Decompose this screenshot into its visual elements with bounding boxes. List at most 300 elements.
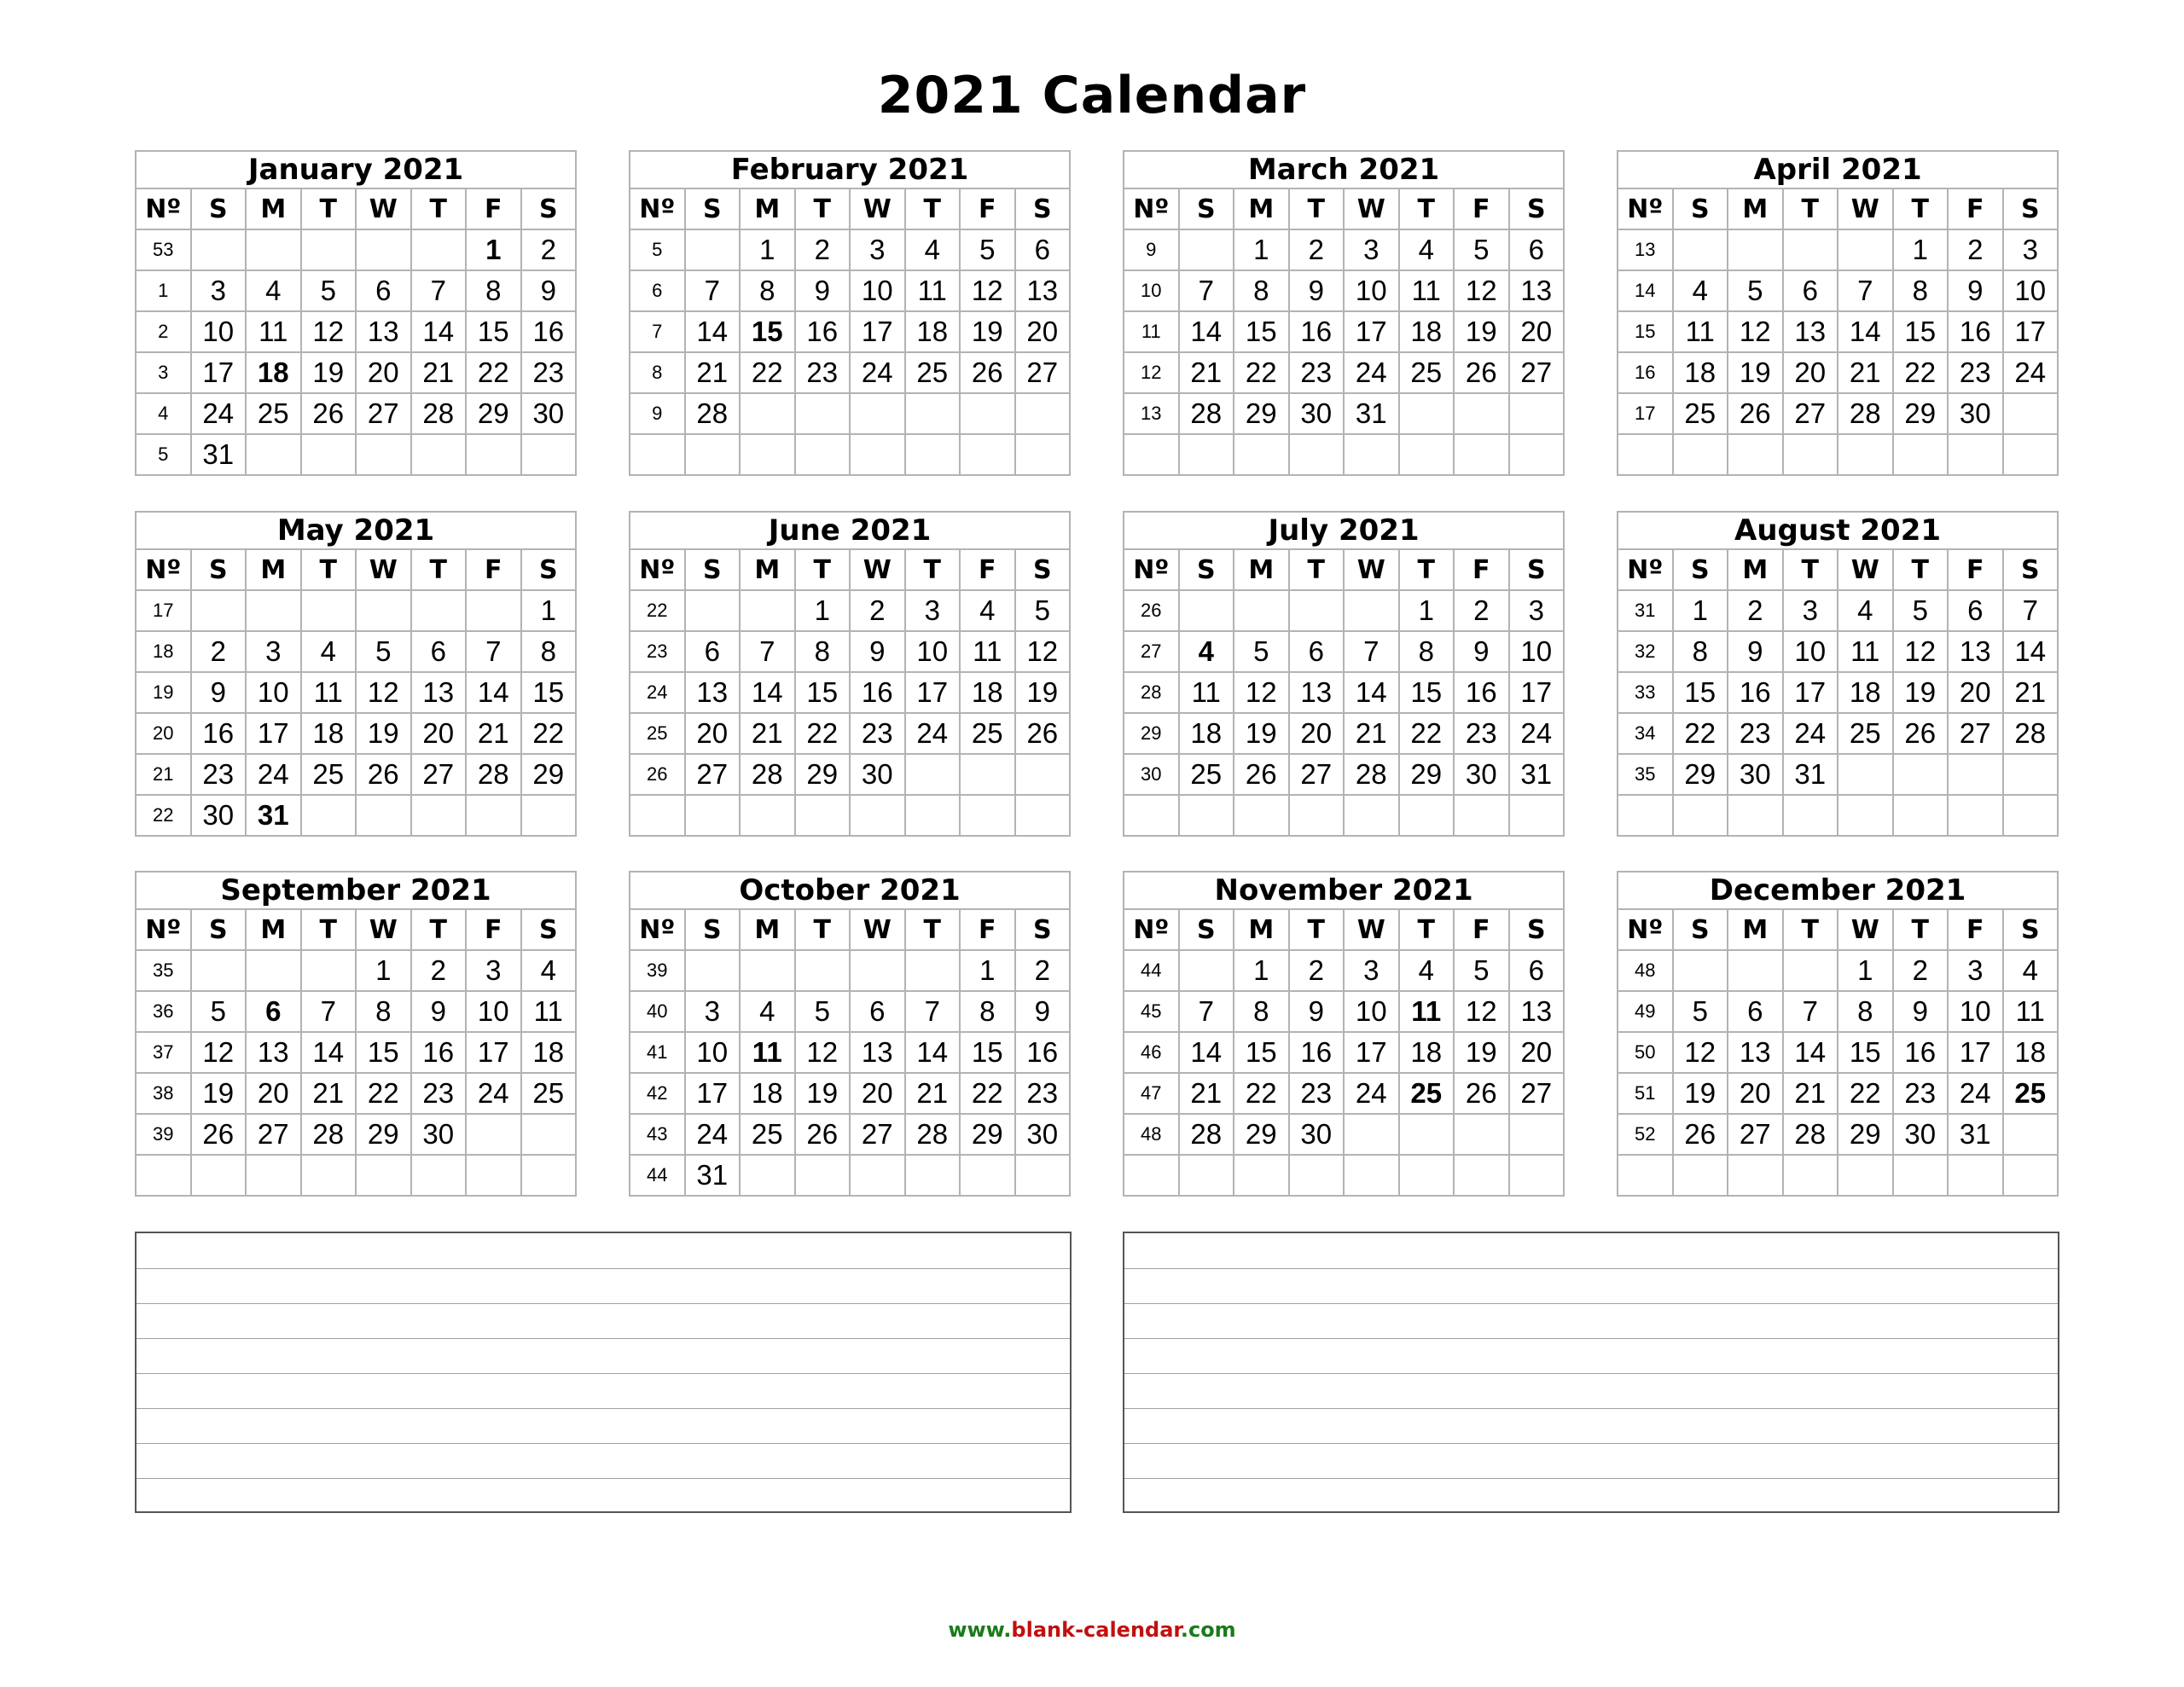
day-cell: 29 <box>960 1114 1015 1155</box>
day-cell: 29 <box>1838 1114 1893 1155</box>
day-cell: 7 <box>411 270 467 311</box>
empty-day-cell <box>301 229 357 270</box>
empty-day-cell <box>795 795 851 836</box>
day-cell: 30 <box>1289 1114 1345 1155</box>
day-cell: 1 <box>1234 229 1289 270</box>
empty-day-cell <box>1509 393 1565 434</box>
day-cell: 25 <box>1399 352 1455 393</box>
week-number: 20 <box>136 713 191 754</box>
day-cell: 13 <box>1728 1032 1783 1073</box>
day-cell: 26 <box>1454 1073 1509 1114</box>
empty-day-cell <box>1509 795 1565 836</box>
empty-day-cell <box>1893 434 1949 475</box>
weekday-header: T <box>1783 909 1838 950</box>
day-cell: 17 <box>1344 1032 1399 1073</box>
weekday-header: T <box>411 549 467 590</box>
week-number-header: Nº <box>136 909 191 950</box>
week-row <box>1124 672 1564 713</box>
day-cell: 17 <box>685 1073 741 1114</box>
day-cell: 14 <box>1783 1032 1838 1073</box>
empty-day-cell <box>960 393 1015 434</box>
week-row <box>136 1155 576 1196</box>
empty-day-cell <box>466 434 521 475</box>
day-cell: 23 <box>1728 713 1783 754</box>
day-cell: 21 <box>301 1073 357 1114</box>
day-cell: 16 <box>191 713 247 754</box>
week-number: 48 <box>1124 1114 1179 1155</box>
month-table <box>1123 871 1565 1197</box>
day-cell: 14 <box>1179 311 1234 352</box>
weekday-header: W <box>1838 909 1893 950</box>
day-cell: 28 <box>411 393 467 434</box>
day-cell: 23 <box>1893 1073 1949 1114</box>
day-cell: 7 <box>1344 631 1399 672</box>
note-line <box>136 1338 1070 1339</box>
weekday-header: W <box>1344 909 1399 950</box>
empty-day-cell <box>685 950 741 991</box>
day-cell: 3 <box>905 590 961 631</box>
empty-day-cell <box>685 229 741 270</box>
day-cell: 10 <box>850 270 905 311</box>
weekday-header: T <box>1399 909 1455 950</box>
week-number: 12 <box>1124 352 1179 393</box>
weekday-header: T <box>1783 549 1838 590</box>
note-line <box>1124 1408 2058 1409</box>
day-cell: 21 <box>1838 352 1893 393</box>
week-number-header: Nº <box>1124 188 1179 229</box>
day-cell: 13 <box>1509 991 1565 1032</box>
empty-day-cell <box>246 229 301 270</box>
week-number: 4 <box>136 393 191 434</box>
empty-day-cell <box>1015 393 1071 434</box>
month-table <box>135 511 577 837</box>
empty-day-cell <box>1509 1114 1565 1155</box>
week-number: 18 <box>136 631 191 672</box>
week-row <box>630 1032 1070 1073</box>
week-row <box>630 1073 1070 1114</box>
day-cell: 8 <box>1234 270 1289 311</box>
day-cell: 18 <box>1399 311 1455 352</box>
weekday-header: S <box>191 188 247 229</box>
day-cell: 23 <box>1454 713 1509 754</box>
month-table <box>1617 150 2059 476</box>
day-cell: 27 <box>411 754 467 795</box>
weekday-header: S <box>1179 549 1234 590</box>
day-cell: 5 <box>1234 631 1289 672</box>
week-row <box>630 1155 1070 1196</box>
week-number <box>136 1155 191 1196</box>
weekday-header: S <box>1179 909 1234 950</box>
note-line <box>136 1443 1070 1444</box>
week-row <box>1124 434 1564 475</box>
empty-day-cell <box>740 795 795 836</box>
day-cell: 16 <box>1893 1032 1949 1073</box>
day-cell: 1 <box>1893 229 1949 270</box>
day-cell: 10 <box>1509 631 1565 672</box>
day-cell: 5 <box>1728 270 1783 311</box>
empty-day-cell <box>1179 1155 1234 1196</box>
day-cell: 3 <box>246 631 301 672</box>
empty-day-cell <box>1344 590 1399 631</box>
day-cell: 19 <box>795 1073 851 1114</box>
weekday-header: F <box>1454 909 1509 950</box>
week-row <box>1618 1155 2058 1196</box>
day-cell: 8 <box>356 991 411 1032</box>
empty-day-cell <box>1344 434 1399 475</box>
empty-day-cell <box>2003 434 2059 475</box>
weekday-header: S <box>685 188 741 229</box>
week-number: 8 <box>630 352 685 393</box>
week-row <box>1124 754 1564 795</box>
day-cell: 15 <box>740 311 795 352</box>
week-number: 30 <box>1124 754 1179 795</box>
week-number: 26 <box>630 754 685 795</box>
empty-day-cell <box>1344 1114 1399 1155</box>
empty-day-cell <box>1015 434 1071 475</box>
day-cell: 8 <box>960 991 1015 1032</box>
week-row <box>1124 795 1564 836</box>
day-cell: 20 <box>1783 352 1838 393</box>
empty-day-cell <box>850 950 905 991</box>
week-row <box>630 352 1070 393</box>
day-cell: 29 <box>1673 754 1728 795</box>
empty-day-cell <box>960 434 1015 475</box>
empty-day-cell <box>411 434 467 475</box>
day-cell: 23 <box>1948 352 2003 393</box>
day-cell: 3 <box>466 950 521 991</box>
week-number-header: Nº <box>1618 909 1673 950</box>
week-row <box>630 434 1070 475</box>
day-cell: 26 <box>1234 754 1289 795</box>
empty-day-cell <box>411 795 467 836</box>
note-line <box>1124 1303 2058 1304</box>
week-number: 47 <box>1124 1073 1179 1114</box>
empty-day-cell <box>1234 590 1289 631</box>
day-cell: 12 <box>1234 672 1289 713</box>
empty-day-cell <box>1454 393 1509 434</box>
day-cell: 16 <box>521 311 577 352</box>
week-row <box>1618 352 2058 393</box>
day-cell: 25 <box>1673 393 1728 434</box>
day-cell: 11 <box>1838 631 1893 672</box>
week-row <box>630 991 1070 1032</box>
day-cell: 16 <box>1015 1032 1071 1073</box>
day-cell: 8 <box>466 270 521 311</box>
empty-day-cell <box>191 1155 247 1196</box>
empty-day-cell <box>795 950 851 991</box>
empty-day-cell <box>466 590 521 631</box>
empty-day-cell <box>1783 229 1838 270</box>
week-number: 10 <box>1124 270 1179 311</box>
day-cell: 9 <box>191 672 247 713</box>
empty-day-cell <box>685 434 741 475</box>
week-number-header: Nº <box>136 188 191 229</box>
day-cell: 3 <box>685 991 741 1032</box>
week-number: 7 <box>630 311 685 352</box>
day-cell: 21 <box>1783 1073 1838 1114</box>
weekday-header: M <box>1234 549 1289 590</box>
day-cell: 24 <box>2003 352 2059 393</box>
day-cell: 2 <box>1893 950 1949 991</box>
day-cell: 20 <box>1015 311 1071 352</box>
day-cell: 11 <box>960 631 1015 672</box>
empty-day-cell <box>905 1155 961 1196</box>
weekday-header: T <box>795 549 851 590</box>
weekday-header: T <box>1893 188 1949 229</box>
day-cell: 23 <box>521 352 577 393</box>
day-cell: 3 <box>1344 950 1399 991</box>
day-cell: 1 <box>521 590 577 631</box>
weekday-header: M <box>246 909 301 950</box>
weekday-header: F <box>466 549 521 590</box>
day-cell: 25 <box>2003 1073 2059 1114</box>
week-number: 37 <box>136 1032 191 1073</box>
day-cell: 22 <box>960 1073 1015 1114</box>
day-cell: 12 <box>1015 631 1071 672</box>
day-cell: 25 <box>521 1073 577 1114</box>
empty-day-cell <box>1454 1114 1509 1155</box>
day-cell: 30 <box>411 1114 467 1155</box>
day-cell: 6 <box>1728 991 1783 1032</box>
day-cell: 18 <box>2003 1032 2059 1073</box>
month-title: October 2021 <box>630 872 1070 909</box>
week-number: 23 <box>630 631 685 672</box>
weekday-header: W <box>356 188 411 229</box>
week-row <box>630 1114 1070 1155</box>
empty-day-cell <box>301 795 357 836</box>
day-cell: 5 <box>191 991 247 1032</box>
day-cell: 10 <box>1948 991 2003 1032</box>
day-cell: 10 <box>1344 991 1399 1032</box>
day-cell: 24 <box>850 352 905 393</box>
day-cell: 10 <box>466 991 521 1032</box>
week-row <box>630 672 1070 713</box>
day-cell: 26 <box>356 754 411 795</box>
week-row <box>136 991 576 1032</box>
day-cell: 25 <box>1838 713 1893 754</box>
day-cell: 12 <box>301 311 357 352</box>
empty-day-cell <box>1179 795 1234 836</box>
day-cell: 26 <box>1728 393 1783 434</box>
day-cell: 21 <box>411 352 467 393</box>
month-title: November 2021 <box>1124 872 1564 909</box>
day-cell: 22 <box>356 1073 411 1114</box>
day-cell: 20 <box>685 713 741 754</box>
week-row <box>1618 631 2058 672</box>
day-cell: 27 <box>1289 754 1345 795</box>
day-cell: 8 <box>795 631 851 672</box>
week-row <box>1124 950 1564 991</box>
week-number: 9 <box>1124 229 1179 270</box>
day-cell: 17 <box>1344 311 1399 352</box>
day-cell: 13 <box>1948 631 2003 672</box>
day-cell: 15 <box>795 672 851 713</box>
week-number <box>1124 795 1179 836</box>
day-cell: 14 <box>1838 311 1893 352</box>
day-cell: 25 <box>1399 1073 1455 1114</box>
day-cell: 18 <box>740 1073 795 1114</box>
day-cell: 1 <box>1673 590 1728 631</box>
week-number: 44 <box>1124 950 1179 991</box>
weekday-header: F <box>1454 549 1509 590</box>
empty-day-cell <box>1673 229 1728 270</box>
day-cell: 17 <box>191 352 247 393</box>
day-cell: 11 <box>521 991 577 1032</box>
day-cell: 19 <box>1015 672 1071 713</box>
week-number <box>630 434 685 475</box>
empty-day-cell <box>740 393 795 434</box>
week-number: 2 <box>136 311 191 352</box>
empty-day-cell <box>1289 590 1345 631</box>
day-cell: 19 <box>1454 311 1509 352</box>
note-line <box>136 1408 1070 1409</box>
day-cell: 5 <box>1454 950 1509 991</box>
day-cell: 5 <box>1015 590 1071 631</box>
day-cell: 4 <box>1179 631 1234 672</box>
day-cell: 4 <box>2003 950 2059 991</box>
empty-day-cell <box>246 590 301 631</box>
empty-day-cell <box>411 590 467 631</box>
empty-day-cell <box>850 795 905 836</box>
day-cell: 15 <box>1838 1032 1893 1073</box>
day-cell: 5 <box>1673 991 1728 1032</box>
week-number-header: Nº <box>1124 549 1179 590</box>
day-cell: 23 <box>411 1073 467 1114</box>
weekday-header: F <box>466 188 521 229</box>
week-row <box>630 311 1070 352</box>
day-cell: 4 <box>301 631 357 672</box>
day-cell: 27 <box>1728 1114 1783 1155</box>
day-cell: 6 <box>1015 229 1071 270</box>
day-cell: 3 <box>1948 950 2003 991</box>
day-cell: 29 <box>1399 754 1455 795</box>
day-cell: 15 <box>356 1032 411 1073</box>
note-line <box>136 1373 1070 1374</box>
day-cell: 28 <box>1344 754 1399 795</box>
weekday-header: F <box>960 909 1015 950</box>
day-cell: 29 <box>795 754 851 795</box>
week-number: 22 <box>136 795 191 836</box>
week-number-header: Nº <box>1124 909 1179 950</box>
day-cell: 28 <box>740 754 795 795</box>
day-cell: 4 <box>1838 590 1893 631</box>
empty-day-cell <box>191 229 247 270</box>
day-cell: 22 <box>1234 1073 1289 1114</box>
week-number: 28 <box>1124 672 1179 713</box>
day-cell: 15 <box>1234 1032 1289 1073</box>
footer-prefix: www. <box>948 1618 1012 1642</box>
day-cell: 20 <box>411 713 467 754</box>
empty-day-cell <box>301 590 357 631</box>
day-cell: 23 <box>1015 1073 1071 1114</box>
week-row <box>1618 1114 2058 1155</box>
week-number: 11 <box>1124 311 1179 352</box>
week-row <box>630 795 1070 836</box>
day-cell: 16 <box>1289 1032 1345 1073</box>
empty-day-cell <box>301 434 357 475</box>
weekday-header: M <box>1728 909 1783 950</box>
day-cell: 21 <box>2003 672 2059 713</box>
day-cell: 22 <box>1234 352 1289 393</box>
week-row <box>136 590 576 631</box>
weekday-header: W <box>356 549 411 590</box>
day-cell: 13 <box>411 672 467 713</box>
day-cell: 23 <box>1289 1073 1345 1114</box>
week-number: 45 <box>1124 991 1179 1032</box>
month-title: July 2021 <box>1124 512 1564 549</box>
empty-day-cell <box>1948 434 2003 475</box>
day-cell: 15 <box>1893 311 1949 352</box>
day-cell: 24 <box>191 393 247 434</box>
week-row <box>1618 950 2058 991</box>
day-cell: 13 <box>1783 311 1838 352</box>
day-cell: 17 <box>1948 1032 2003 1073</box>
note-line <box>136 1268 1070 1269</box>
day-cell: 19 <box>1673 1073 1728 1114</box>
week-number: 42 <box>630 1073 685 1114</box>
week-row <box>630 950 1070 991</box>
empty-day-cell <box>1673 434 1728 475</box>
week-row <box>1618 754 2058 795</box>
week-number: 49 <box>1618 991 1673 1032</box>
day-cell: 18 <box>1399 1032 1455 1073</box>
day-cell: 7 <box>301 991 357 1032</box>
day-cell: 7 <box>2003 590 2059 631</box>
day-cell: 26 <box>1673 1114 1728 1155</box>
website-footer[interactable] <box>0 1618 2184 1642</box>
weekday-header: S <box>1015 909 1071 950</box>
day-cell: 21 <box>466 713 521 754</box>
day-cell: 24 <box>905 713 961 754</box>
day-cell: 31 <box>1783 754 1838 795</box>
day-cell: 8 <box>1838 991 1893 1032</box>
weekday-header: S <box>2003 909 2059 950</box>
day-cell: 12 <box>356 672 411 713</box>
day-cell: 14 <box>905 1032 961 1073</box>
week-row <box>630 713 1070 754</box>
day-cell: 30 <box>191 795 247 836</box>
day-cell: 21 <box>685 352 741 393</box>
weekday-header: S <box>2003 549 2059 590</box>
empty-day-cell <box>1289 434 1345 475</box>
weekday-header: T <box>1893 549 1949 590</box>
empty-day-cell <box>905 754 961 795</box>
empty-day-cell <box>1673 950 1728 991</box>
weekday-header: T <box>1289 188 1345 229</box>
day-cell: 25 <box>960 713 1015 754</box>
day-cell: 18 <box>1838 672 1893 713</box>
week-row <box>1618 434 2058 475</box>
note-line <box>1124 1338 2058 1339</box>
weekday-header: T <box>795 188 851 229</box>
week-number: 40 <box>630 991 685 1032</box>
note-line <box>1124 1373 2058 1374</box>
weekday-header: W <box>850 188 905 229</box>
day-cell: 11 <box>740 1032 795 1073</box>
day-cell: 9 <box>1948 270 2003 311</box>
day-cell: 9 <box>1289 270 1345 311</box>
day-cell: 22 <box>740 352 795 393</box>
day-cell: 22 <box>466 352 521 393</box>
week-number: 21 <box>136 754 191 795</box>
day-cell: 13 <box>1289 672 1345 713</box>
week-number: 24 <box>630 672 685 713</box>
empty-day-cell <box>1454 434 1509 475</box>
day-cell: 14 <box>1179 1032 1234 1073</box>
day-cell: 9 <box>521 270 577 311</box>
empty-day-cell <box>246 1155 301 1196</box>
empty-day-cell <box>1728 795 1783 836</box>
